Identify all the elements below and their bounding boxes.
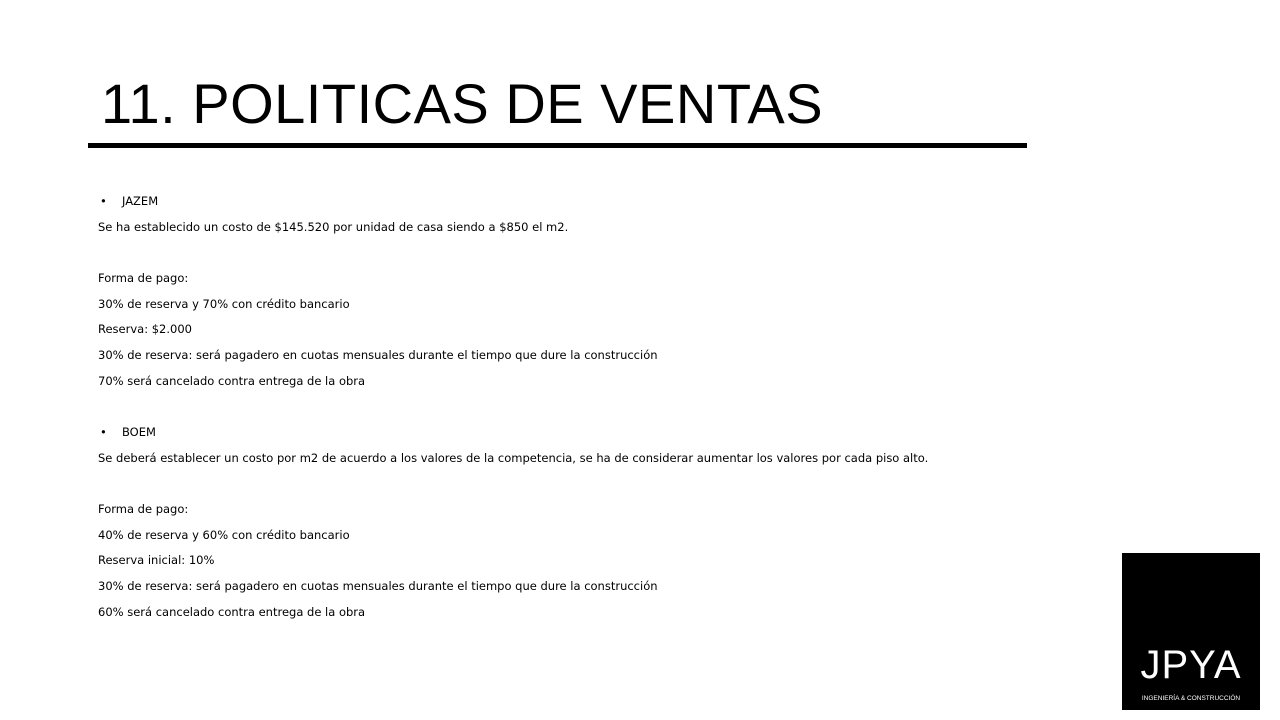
section-boem-line: 40% de reserva y 60% con crédito bancario (98, 528, 350, 542)
section-jazem-line: Reserva: $2.000 (98, 322, 192, 336)
section-jazem-line: 30% de reserva y 70% con crédito bancario (98, 297, 350, 311)
section-boem-line: Reserva inicial: 10% (98, 553, 215, 567)
bullet-icon: • (100, 425, 107, 439)
section-boem-line: 60% será cancelado contra entrega de la obra (98, 605, 366, 619)
section-boem-heading (100, 425, 156, 439)
section-jazem-heading (100, 194, 158, 208)
bullet-icon: • (100, 194, 107, 208)
section-heading: BOEM (122, 425, 156, 439)
slide-title: 11. POLITICAS DE VENTAS (101, 72, 824, 135)
section-jazem-line: 30% de reserva: será pagadero en cuotas mensuales durante el tiempo que dure la construcción (98, 348, 658, 362)
title-underline (88, 143, 1027, 148)
section-jazem-payment-label: Forma de pago: (98, 271, 189, 285)
company-logo (1122, 553, 1260, 710)
section-jazem-description: Se ha establecido un costo de $145.520 por unidad de casa siendo a $850 el m2. (98, 220, 569, 234)
section-boem-line: 30% de reserva: será pagadero en cuotas mensuales durante el tiempo que dure la construcción (98, 579, 658, 593)
section-heading: JAZEM (122, 194, 159, 208)
logo-subtitle: INGENIERÍA & CONSTRUCCIÓN (1141, 695, 1241, 702)
section-jazem-line: 70% será cancelado contra entrega de la obra (98, 374, 366, 388)
section-boem-payment-label: Forma de pago: (98, 502, 189, 516)
section-boem-description: Se deberá establecer un costo por m2 de acuerdo a los valores de la competencia, se ha de considerar aumentar los valores por cada piso alto. (98, 451, 929, 465)
logo-wordmark: JPYA (1140, 643, 1242, 687)
